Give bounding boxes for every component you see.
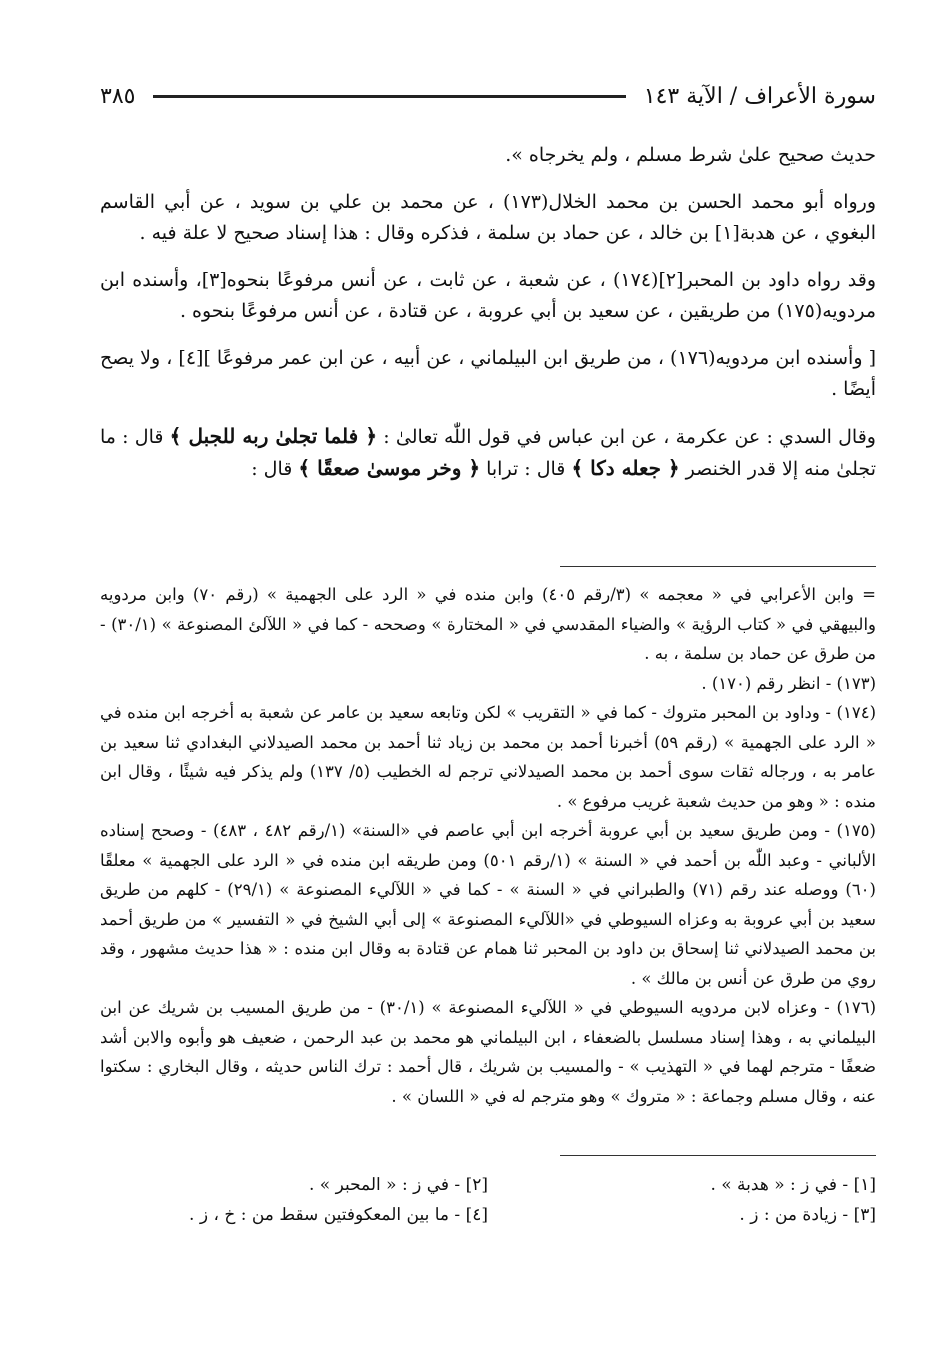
editor-notes-row-1 [100, 1170, 876, 1200]
p5-text-b: قال : ما تجلىٰ منه إلا قدر الخنصر [100, 426, 876, 480]
editor-note-4: [٤] - ما بين المعكوفتين سقط من : خ ، ز . [189, 1205, 488, 1225]
p5-text-a: وقال السدي : عن عكرمة ، عن ابن عباس في قول اللّٰه تعالىٰ : [377, 426, 876, 448]
editor-notes-separator [560, 1155, 876, 1156]
paragraph-2: ورواه أبو محمد الحسن بن محمد الخلال(١٧٣) ، عن محمد بن علي بن سويد ، عن أبي القاسم البغوي ، عن هدبة[١] بن خالد ، عن حماد بن سلمة ، فذكره وقال : هذا إسناد صحيح لا علة فيه . [100, 191, 877, 244]
quran-verse-3: ﴿ وخر موسىٰ صعقًا ﴾ [298, 456, 481, 480]
paragraph-3: وقد رواه داود بن المحبر[٢](١٧٤) ، عن شعبة ، عن ثابت ، عن أنس مرفوعًا بنحوه[٣]، وأسنده ابن مردويه(١٧٥) من طريقين ، عن سعيد بن أبي عروبة ، عن قتادة ، عن أنس مرفوعًا بنحوه . [100, 269, 877, 322]
paragraph-1: حديث صحيح علىٰ شرط مسلم ، ولم يخرجاه ». [505, 144, 876, 166]
paragraph-5 [100, 421, 876, 485]
editor-note-2: [٢] - في ز : « المحبر » . [308, 1175, 488, 1195]
editor-note-3: [٣] - زيادة من : ز . [739, 1205, 876, 1225]
footnote-176: (١٧٦) - وعزاه لابن مردويه السيوطي في « اللآليء المصنوعة » (٣٠/١) - من طريق المسيب بن شريك عن ابن البيلماني به ، وهذا إسناد مسلسل بالضعفاء ، ابن البيلماني هو محمد بن عبد الرحمن ، ضعيف هو وأبوه والابن أشد ضعفًا - مترجم لهما في « التهذيب » - والمسيب بن شريك ، قال أحمد : ترك الناس حديثه ، وقال البخاري : سكتوا عنه ، وقال مسلم وجماعة : « متروك » وهو مترجم له في « اللسان » . [100, 998, 877, 1106]
main-text [100, 140, 876, 501]
editor-notes-row-2 [100, 1200, 876, 1230]
footnote-separator [560, 566, 876, 567]
footnotes [100, 580, 876, 1111]
footnote-173: (١٧٣) - انظر رقم (١٧٠) . [701, 673, 876, 693]
editor-notes [100, 1170, 876, 1230]
quran-verse-2: ﴿ جعله دكا ﴾ [571, 456, 680, 480]
p5-text-c: قال : ترابا [480, 458, 566, 480]
page-number: ٣٨٥ [100, 83, 136, 109]
footnote-175: (١٧٥) - ومن طريق سعيد بن أبي عروبة أخرجه ابن أبي عاصم في «السنة» (١/رقم ٤٨٢ ، ٤٨٣) - وصحح إسناده الألباني - وعبد اللّٰه بن أحمد في « السنة » (١/رقم ٥٠١) ومن طريقه ابن منده في « الرد على الجهمية » معلقًا (٦٠) ووصله عند رقم (٧١) والطبراني في « السنة » - كما في « اللآليء المصنوعة » (٢٩/١) - كلهم من طريق سعيد بن أبي عروبة به وعزاه السيوطي في «اللآليء المصنوعة » إلى أبي الشيخ في « التفسير » من طريق أحمد بن محمد الصيدلاني ثنا إسحاق بن داود بن المحبر ثنا همام عن قتادة به وقال ابن منده : « هذا حديث مشهور ، وقد روي من طرق عن أنس بن مالك » . [100, 821, 876, 988]
surah-title: سورة الأعراف / الآية ١٤٣ [643, 83, 876, 109]
p5-text-d: قال : [251, 458, 293, 480]
footnote-continued: = وابن الأعرابي في « معجمه » (٣/رقم ٤٠٥) وابن منده في « الرد على الجهمية » (رقم ٧٠) وابن مردويه والبيهقي في « كتاب الرؤية » والضياء المقدسي في « المختارة » وصححه - كما في « اللآلئ المصنوعة » (٣٠/١) - من طرق عن حماد بن سلمة ، به . [100, 585, 877, 663]
quran-verse-1: ﴿ فلما تجلىٰ ربه للجبل ﴾ [169, 424, 378, 448]
footnote-174: (١٧٤) - وداود بن المحبر متروك - كما في « التقريب » لكن وتابعه سعيد بن عامر عن شعبة به أخرجه ابن منده في « الرد على الجهمية » (رقم ٥٩) أخبرنا أحمد بن محمد بن زياد ثنا أحمد بن محمد الصيدلاني البغدادي ثنا سعيد بن عامر به ، ورجاله ثقات سوى أحمد بن محمد الصيدلاني ترجم له الخطيب (٥/ ١٣٧) ولم يذكر فيه شيئًا ، وقال ابن منده : « وهو من حديث شعبة غريب مرفوع » . [100, 703, 876, 811]
editor-note-1: [١] - في ز : « هدبة » . [710, 1175, 876, 1195]
running-header [100, 78, 876, 114]
header-rule [153, 95, 625, 98]
paragraph-4: [ وأسنده ابن مردويه(١٧٦) ، من طريق ابن البيلماني ، عن أبيه ، عن ابن عمر مرفوعًا ][٤] ، ولا يصح أيضًا . [100, 347, 876, 400]
